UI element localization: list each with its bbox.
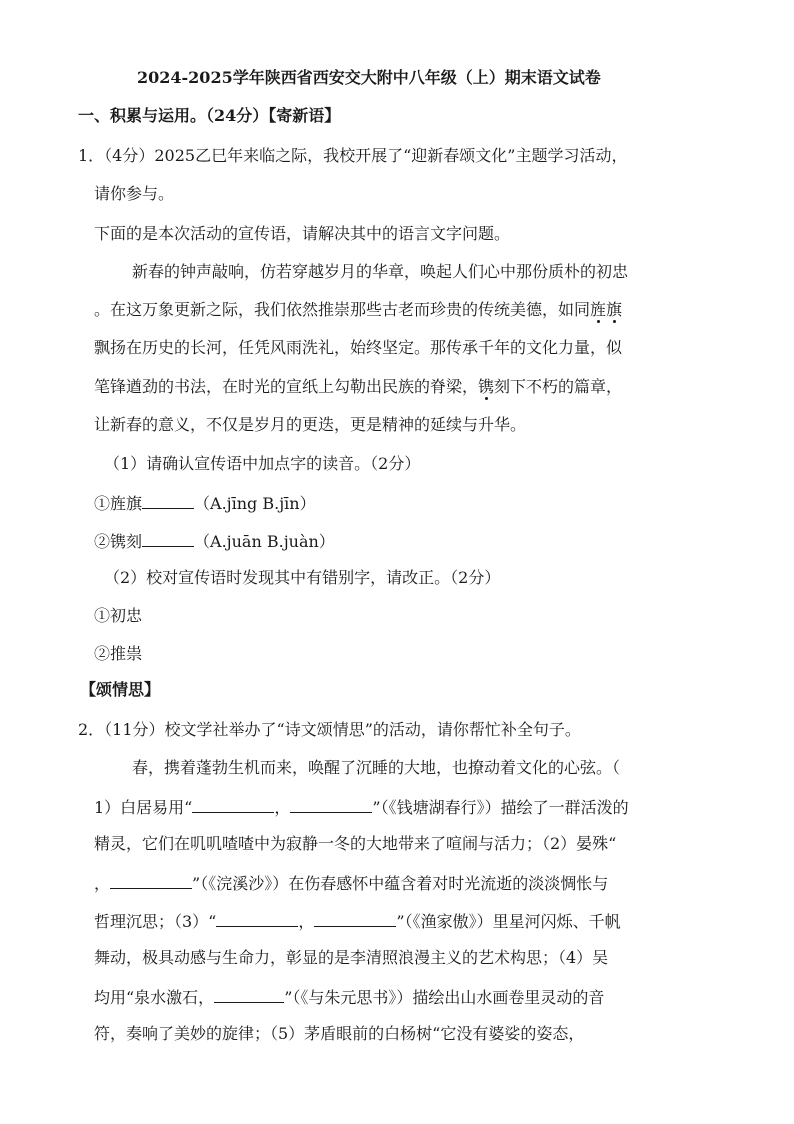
section-heading-1: 一、积累与运用。（24分）【寄新语】 — [78, 106, 341, 125]
sub-question-2: （2）校对宣传语时发现其中有错别字，请改正。（2分） — [104, 568, 501, 587]
passage-line: 让新春的意义，不仅是岁月的更迭，更是精神的延续与升华。 — [94, 415, 527, 434]
answer-blank[interactable] — [216, 910, 298, 927]
answer-blank[interactable] — [142, 530, 194, 547]
passage-line: 1）白居易用“ ， ”（《钱塘湖春行》）描绘了一群活泼的 — [94, 798, 629, 817]
question-1-intro: 1．（4分）2025乙巳年来临之际，我校开展了“迎新春颂文化”主题学习活动， — [78, 146, 628, 165]
sub-question-1: （1）请确认宣传语中加点字的读音。（2分） — [104, 454, 421, 473]
correction-item-2: ②推祟 — [94, 644, 143, 663]
passage-line: 符，奏响了美妙的旋律；（5）茅盾眼前的白杨树“它没有婆娑的姿态， — [94, 1024, 585, 1043]
passage-line: 笔锋遒劲的书法，在时光的宣纸上勾勒出民族的脊梁，镌刻下不朽的篇章， — [94, 377, 623, 396]
passage-line: 哲理沉思；（3）“ ， ”（《渔家傲》）里星河闪烁、千帆 — [94, 912, 621, 931]
option-row-2: ②镌刻 （A.juān B.juàn） — [94, 532, 335, 551]
answer-blank[interactable] — [192, 796, 274, 813]
passage-line: 春，携着蓬勃生机而来，唤醒了沉睡的大地，也撩动着文化的心弦。（ — [132, 758, 621, 777]
passage-line: ， ”（《浣溪沙》）在伤春感怀中蕴含着对时光流逝的淡淡惆怅与 — [94, 874, 609, 893]
answer-blank[interactable] — [290, 796, 372, 813]
dotted-word-jingqi: 旌旗 — [590, 300, 623, 319]
dotted-word-juan: 镌 — [478, 377, 495, 396]
passage-line: 。在这万象更新之际，我们依然推崇那些古老而珍贵的传统美德，如同旌旗 — [94, 300, 623, 319]
question-1-intro-cont: 请你参与。 — [94, 184, 175, 203]
answer-blank[interactable] — [314, 910, 396, 927]
passage-line: 飘扬在历史的长河，任凭风雨洗礼，始终坚定。那传承千年的文化力量，似 — [94, 338, 623, 357]
answer-blank[interactable] — [214, 986, 284, 1003]
question-1-lead: 下面的是本次活动的宣传语，请解决其中的语言文字问题。 — [94, 224, 511, 243]
passage-line: 新春的钟声敲响，仿若穿越岁月的华章，唤起人们心中那份质朴的初忠 — [132, 262, 629, 281]
passage-line: 精灵，它们在叽叽喳喳中为寂静一冬的大地带来了喧闹与活力；（2）晏殊“ — [94, 834, 617, 853]
passage-line: 舞动，极具动感与生命力，彰显的是李清照浪漫主义的艺术构思；（4）吴 — [94, 948, 609, 967]
correction-item-1: ①初忠 — [94, 606, 143, 625]
option-row-1: ①旌旗 （A.jīng B.jīn） — [94, 494, 316, 513]
exam-title: 2024-2025学年陕西省西安交大附中八年级（上）期末语文试卷 — [137, 68, 601, 87]
answer-blank[interactable] — [110, 872, 192, 889]
section-heading-2: 【颂情思】 — [80, 680, 161, 699]
answer-blank[interactable] — [142, 492, 194, 509]
passage-line: 均用“泉水激石， ”（《与朱元思书》）描绘出山水画卷里灵动的音 — [94, 988, 605, 1007]
question-2-intro: 2．（11分）校文学社举办了“诗文颂情思”的活动，请你帮忙补全句子。 — [78, 720, 581, 739]
